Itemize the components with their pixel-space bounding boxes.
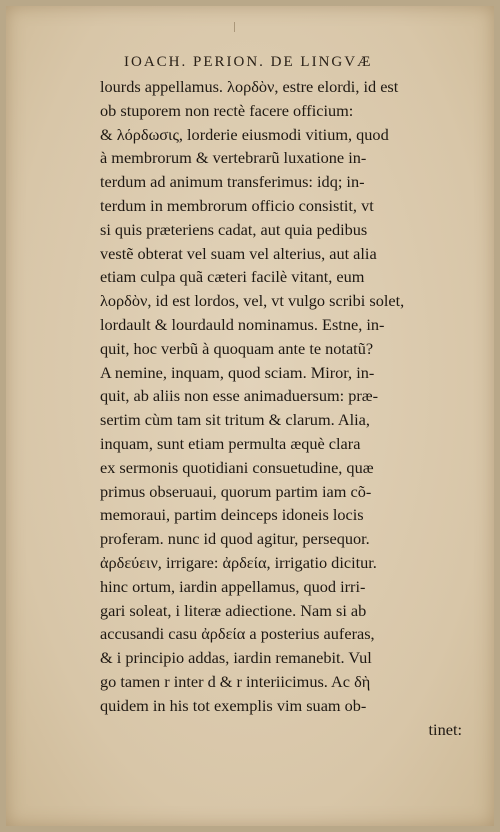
text-line: ἀρδεύειν, irrigare: ἀρδεία, irrigatio dicitur.	[100, 552, 377, 572]
text-line: lourds appellamus. λορδὸν, estre elordi, id est	[100, 77, 399, 96]
text-line: ex sermonis quotidiani consuetudine, quæ	[100, 457, 374, 477]
running-head: IOACH. PERION. DE LINGVÆ	[124, 54, 373, 70]
text-line: quidem in his tot exemplis vim suam ob-	[100, 695, 367, 715]
text-line: vestẽ obterat vel suam vel alterius, aut alia	[100, 243, 377, 263]
text-line: terdum in membrorum officio consistit, vt	[100, 195, 374, 215]
body-text	[100, 75, 468, 741]
book-page	[6, 6, 494, 826]
text-line: go tamen r inter d & r interiicimus. Ac δὴ	[100, 671, 371, 691]
text-line: primus obseruaui, quorum partim iam cõ-	[100, 481, 372, 501]
text-line: gari soleat, i literæ adiectione. Nam si ab	[100, 600, 367, 620]
text-line: quit, ab aliis non esse animaduersum: præ-	[100, 386, 379, 406]
text-line: A nemine, inquam, quod sciam. Miror, in-	[100, 362, 375, 382]
text-line: à membrorum & vertebrarũ luxatione in-	[100, 148, 367, 168]
text-line-final: tinet:	[428, 719, 462, 739]
text-line: sertim cùm tam sit tritum & clarum. Alia,	[100, 410, 370, 430]
text-line: memoraui, partim deinceps idoneis locis	[100, 505, 364, 525]
text-line: inquam, sunt etiam permulta æquè clara	[100, 433, 361, 453]
text-line: terdum ad animum transferimus: idq; in-	[100, 172, 365, 192]
text-line: & i principio addas, iardin remanebit. Vul	[100, 648, 372, 668]
text-line: quit, hoc verbũ à quoquam ante te notatũ?	[100, 338, 374, 358]
text-line: si quis præteriens cadat, aut quia pedibus	[100, 219, 368, 239]
text-line: lordault & lourdauld nominamus. Estne, in-	[100, 314, 385, 334]
text-line: ob stuporem non rectè facere officium:	[100, 100, 354, 120]
page-mark	[234, 22, 235, 32]
text-line: hinc ortum, iardin appellamus, quod irri-	[100, 576, 366, 596]
text-line: etiam culpa quã cæteri facilè vitant, eum	[100, 267, 365, 287]
text-line: proferam. nunc id quod agitur, persequor.	[100, 529, 370, 549]
text-line: λορδὸν, id est lordos, vel, vt vulgo scribi solet,	[100, 291, 405, 311]
text-line: & λόρδωσις, lorderie eiusmodi vitium, quod	[100, 124, 389, 144]
text-line: accusandi casu ἀρδεία a posterius auferas,	[100, 624, 375, 644]
